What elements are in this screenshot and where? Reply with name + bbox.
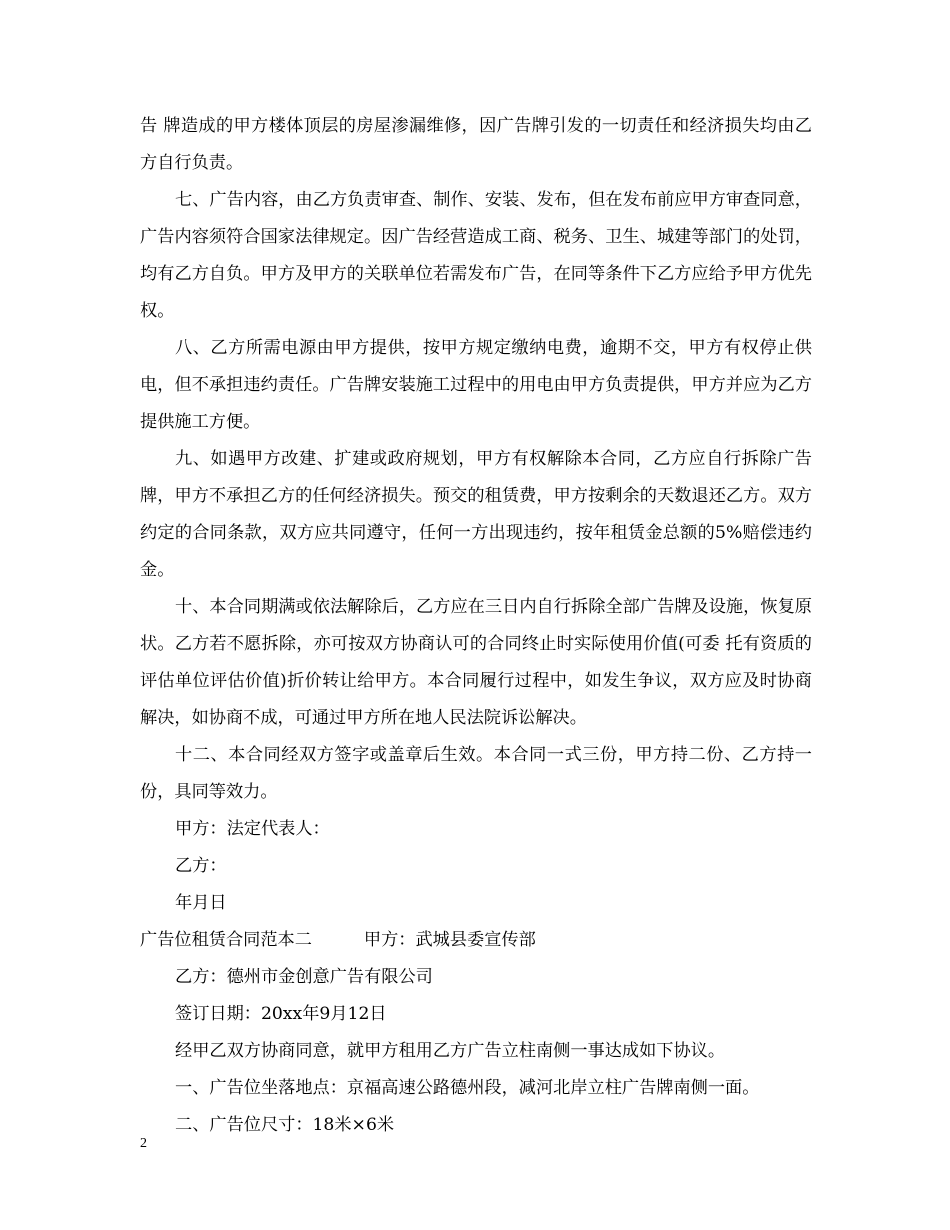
signature-date: 年月日 <box>175 893 227 913</box>
document-body <box>140 108 812 1144</box>
signature-party-b: 乙方： <box>175 856 227 876</box>
contract-two-clause-1: 一、广告位坐落地点：京福高速公路德州段，减河北岸立柱广告牌南侧一面。 <box>175 1078 760 1098</box>
contract-two-clause-2: 二、广告位尺寸：18米×6米 <box>175 1115 395 1135</box>
contract-two-party-a: 甲方：武城县委宣传部 <box>363 930 536 950</box>
page-number: 2 <box>140 1136 147 1151</box>
contract-two-title: 广告位租赁合同范本二 <box>140 930 312 950</box>
paragraph-clause-10: 十、本合同期满或依法解除后，乙方应在三日内自行拆除全部广告牌及设施，恢复原状。乙方若不愿拆除，亦可按双方协商认可的合同终止时实际使用价值(可委 托有资质的评估单位评估价值)折价转让给甲方。本合同履行过程中，如发生争议，双方应及时协商解决，如协商不成，可通过甲方所在地人民法院诉讼解决。 <box>140 597 812 728</box>
paragraph-clause-12: 十二、本合同经双方签字或盖章后生效。本合同一式三份，甲方持二份、乙方持一份，具同等效力。 <box>140 745 812 802</box>
signature-party-a: 甲方：法定代表人： <box>175 819 330 839</box>
contract-two-heading-line <box>140 922 812 959</box>
paragraph-clause-8: 八、乙方所需电源由甲方提供，按甲方规定缴纳电费，逾期不交，甲方有权停止供电，但不承担违约责任。广告牌安装施工过程中的用电由甲方负责提供，甲方并应为乙方提供施工方便。 <box>140 338 812 432</box>
contract-two-sign-date: 签订日期：20xx年9月12日 <box>175 1004 387 1024</box>
paragraph-continued: 告 牌造成的甲方楼体顶层的房屋渗漏维修，因广告牌引发的一切责任和经济损失均由乙方自行负责。 <box>140 116 812 173</box>
contract-two-party-b: 乙方：德州市金创意广告有限公司 <box>175 967 433 987</box>
paragraph-clause-7: 七、广告内容，由乙方负责审查、制作、安装、发布，但在发布前应甲方审查同意，广告内容须符合国家法律规定。因广告经营造成工商、税务、卫生、城建等部门的处罚，均有乙方自负。甲方及甲方的关联单位若需发布广告，在同等条件下乙方应给予甲方优先权。 <box>140 190 812 321</box>
contract-two-intro: 经甲乙双方协商同意，就甲方租用乙方广告立柱南侧一事达成如下协议。 <box>175 1041 726 1061</box>
paragraph-clause-9: 九、如遇甲方改建、扩建或政府规划，甲方有权解除本合同，乙方应自行拆除广告牌，甲方不承担乙方的任何经济损失。预交的租赁费，甲方按剩余的天数退还乙方。双方约定的合同条款，双方应共同遵守，任何一方出现违约，按年租赁金总额的5%赔偿违约金。 <box>140 449 812 580</box>
